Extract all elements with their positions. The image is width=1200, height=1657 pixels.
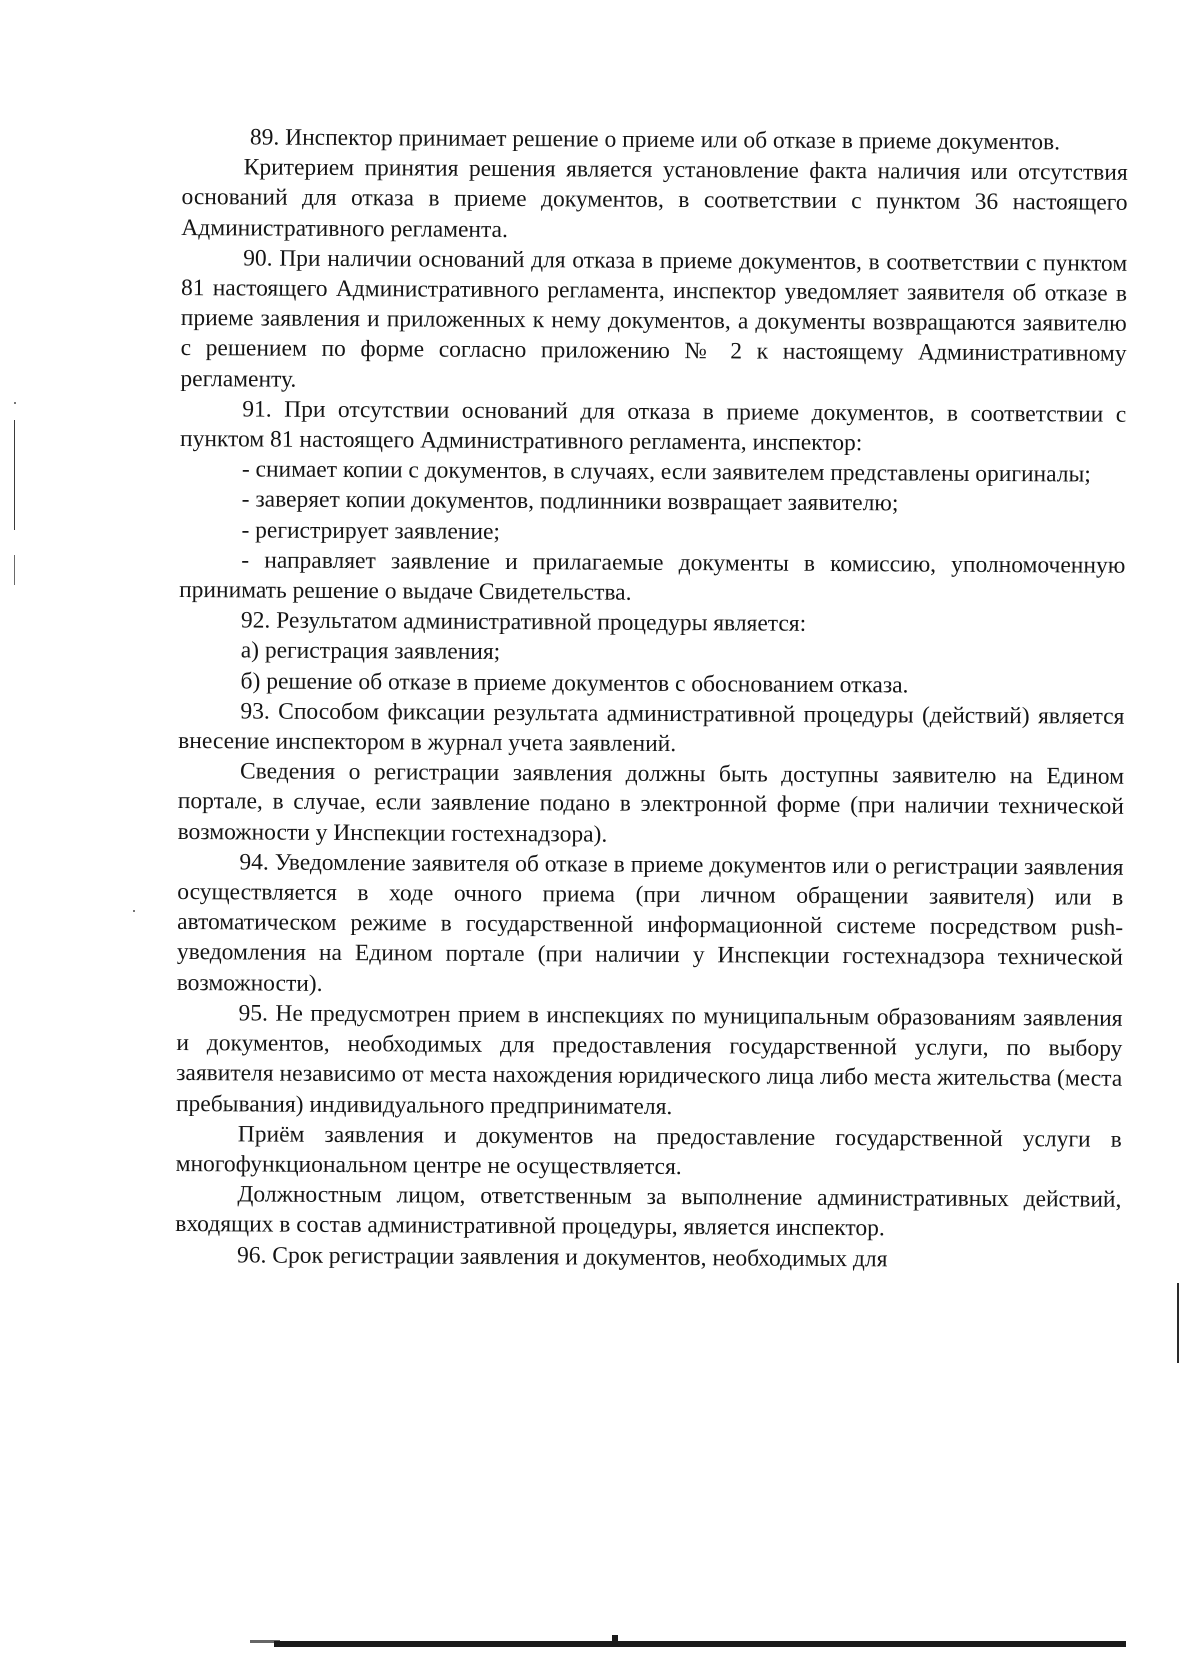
- scan-artifact-left-edge: [14, 420, 15, 530]
- paragraph-93: 93. Способом фиксации результата административной процедуры (действий) является внесение инспектором в журнал учета заявлений.: [178, 698, 1125, 758]
- list-item-certify: - заверяет копии документов, подлинники возвращает заявителю;: [241, 486, 899, 517]
- paragraph-95: 95. Не предусмотрен прием в инспекциях по муниципальным образованиям заявления и документов, необходимых для предоставления государственной услуги, по выбору заявителя независимо от места нахождения юридического лица либо места жительства (места пребывания) индивидуального предпринимателя.: [175, 1000, 1123, 1120]
- paragraph-96: 96. Срок регистрации заявления и документов, необходимых для: [237, 1241, 888, 1272]
- scan-artifact-left-edge-lower: [14, 555, 15, 585]
- paragraph-responsible: Должностным лицом, ответственным за выполнение административных действий, входящих в состав административной процедуры, является инспектор.: [175, 1181, 1122, 1242]
- scan-artifact-dot: [14, 402, 16, 404]
- document-body: [175, 122, 1128, 1275]
- paragraph-criterion: Критерием принятия решения является установление факта наличия или отсутствия оснований для отказа в приеме документов, в соответствии с пунктом 36 настоящего Административного регламента.: [181, 154, 1128, 243]
- paragraph-90: 90. При наличии оснований для отказа в приеме документов, в соответствии с пунктом 81 настоящего Административного регламента, инспектор уведомляет заявителя об отказе в приеме заявления и приложенных к нему документов, а документы возвращаются заявителю с решением по форме согласно приложению № 2 к настоящему Административному регламенту.: [180, 245, 1128, 393]
- list-item-copies: - снимает копии с документов, в случаях, если заявителем представлены оригиналы;: [241, 456, 1091, 488]
- paragraph-89: 89. Инспектор принимает решение о приеме или об отказе в приеме документов.: [249, 124, 1061, 156]
- scan-artifact-bottom-rule: [274, 1641, 1126, 1647]
- list-item-forward: - направляет заявление и прилагаемые документы в комиссию, уполномоченную принимать решение о выдаче Свидетельства.: [179, 547, 1126, 606]
- paragraph-mfc: Приём заявления и документов на предоставление государственной услуги в многофункциональном центре не осуществляется.: [175, 1121, 1122, 1180]
- scan-artifact-right-edge: [1177, 1283, 1179, 1363]
- paragraph-portal-info: Сведения о регистрации заявления должны быть доступны заявителю на Едином портале, в случае, если заявление подано в электронной форме (при наличии технической возможности у Инспекции гостехнадзора).: [177, 758, 1125, 848]
- list-item-b: б) решение об отказе в приеме документов с обоснованием отказа.: [240, 668, 909, 699]
- paragraph-92: 92. Результатом административной процедуры является:: [240, 607, 807, 638]
- list-item-register: - регистрирует заявление;: [241, 517, 501, 545]
- list-item-a: а) регистрация заявления;: [240, 637, 501, 666]
- scan-artifact-bottom-notch: [612, 1635, 618, 1643]
- scan-artifact-dot: [133, 910, 135, 912]
- paragraph-94: 94. Уведомление заявителя об отказе в приеме документов или о регистрации заявления осуществляется в ходе очного приема (при личном обращении заявителя) или в автоматическом режиме в государственной информационной системе посредством push- уведомления на Едином портале (при наличии у Инспекции гостехнадзора технической возможности).: [176, 849, 1124, 997]
- paragraph-91: 91. При отсутствии оснований для отказа в приеме документов, в соответствии с пунктом 81 настоящего Административного регламента, инспектор:: [179, 396, 1127, 457]
